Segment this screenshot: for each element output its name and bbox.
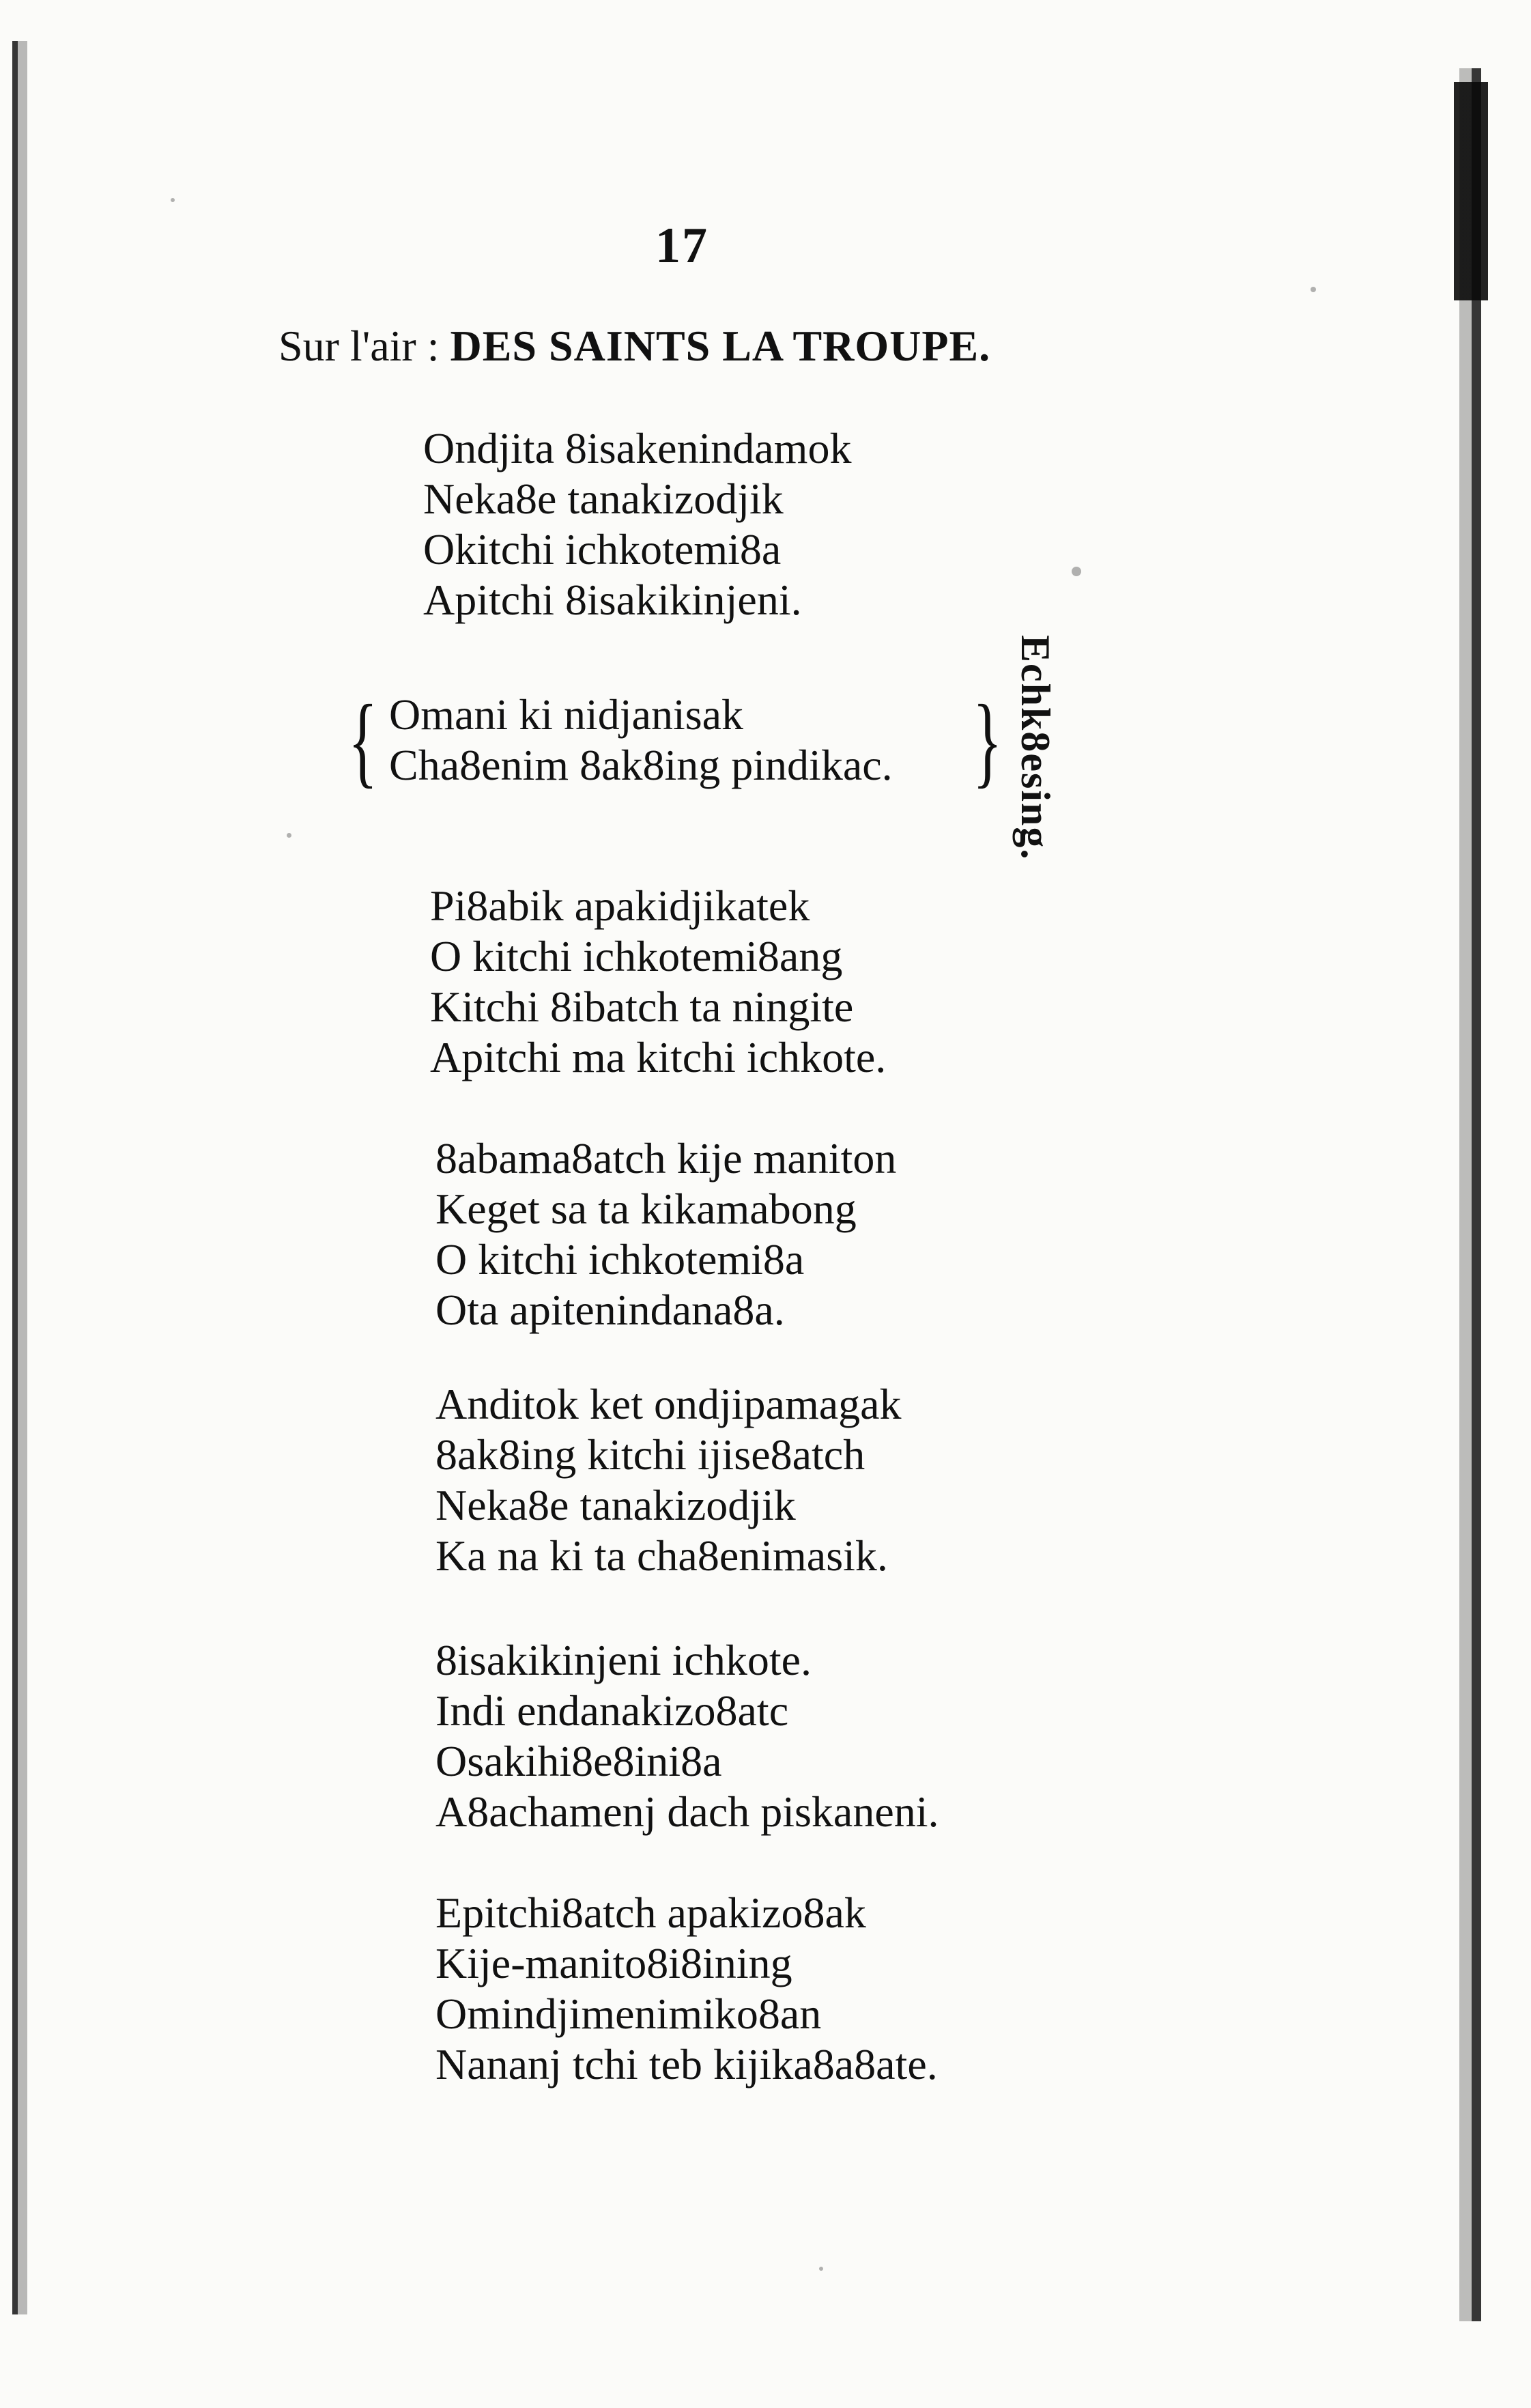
page-right-edge-dark (1433, 82, 1495, 300)
stanza-6 (435, 1635, 939, 1837)
verse-line: Epitchi8atch apakizo8ak (435, 1888, 866, 1937)
stanza-3 (430, 881, 886, 1083)
verse-line: Ota apitenindana8a. (435, 1286, 785, 1334)
verse-line: Ka na ki ta cha8enimasik. (435, 1531, 888, 1580)
verse-line: Indi endanakizo8atc (435, 1686, 789, 1735)
verse-line: Anditok ket ondjipamagak (435, 1380, 902, 1428)
verse-line: Kitchi 8ibatch ta ningite (430, 982, 854, 1031)
refrain-line: Cha8enim 8ak8ing pindikac. (389, 741, 893, 789)
stanza-1 (423, 423, 851, 625)
refrain (389, 690, 893, 791)
scan-speckle (171, 198, 175, 202)
verse-line: O kitchi ichkotemi8a (435, 1235, 805, 1284)
verse-line: 8ak8ing kitchi ijise8atch (435, 1430, 865, 1479)
verse-line: Neka8e tanakizodjik (423, 474, 784, 523)
verse-line: Osakihi8e8ini8a (435, 1737, 722, 1785)
verse-line: Apitchi ma kitchi ichkote. (430, 1033, 887, 1081)
page-number: 17 (655, 218, 709, 274)
refrain-line: Omani ki nidjanisak (389, 690, 744, 739)
scan-speckle (1072, 567, 1081, 576)
refrain-side-label: Echk8esing. (1013, 635, 1058, 861)
scan-speckle (1311, 287, 1316, 292)
air-heading (278, 321, 990, 371)
verse-line: 8abama8atch kije maniton (435, 1134, 897, 1182)
stanza-4 (435, 1133, 896, 1335)
air-title: DES SAINTS LA TROUPE. (450, 322, 991, 370)
verse-line: Nananj tchi teb kijika8a8ate. (435, 2040, 938, 2088)
stanza-7 (435, 1888, 938, 2090)
verse-line: Omindjimenimiko8an (435, 1989, 822, 2038)
scan-speckle (819, 2267, 823, 2271)
verse-line: O kitchi ichkotemi8ang (430, 932, 843, 980)
page-right-edge (1447, 68, 1488, 2321)
verse-line: Kije-manito8i8ining (435, 1939, 792, 1987)
verse-line: A8achamenj dach piskaneni. (435, 1787, 939, 1836)
stanza-5 (435, 1379, 902, 1581)
scan-speckle (287, 833, 291, 838)
verse-line: Okitchi ichkotemi8a (423, 525, 782, 573)
air-prefix: Sur l'air : (278, 322, 440, 370)
refrain-right-brace-icon: } (973, 684, 1003, 797)
verse-line: Pi8abik apakidjikatek (430, 881, 810, 930)
refrain-left-brace-icon: { (348, 684, 378, 797)
verse-line: 8isakikinjeni ichkote. (435, 1636, 812, 1684)
verse-line: Ondjita 8isakenindamok (423, 424, 852, 472)
page-left-edge (12, 41, 53, 2314)
verse-line: Neka8e tanakizodjik (435, 1481, 796, 1529)
verse-line: Apitchi 8isakikinjeni. (423, 576, 802, 624)
verse-line: Keget sa ta kikamabong (435, 1185, 857, 1233)
